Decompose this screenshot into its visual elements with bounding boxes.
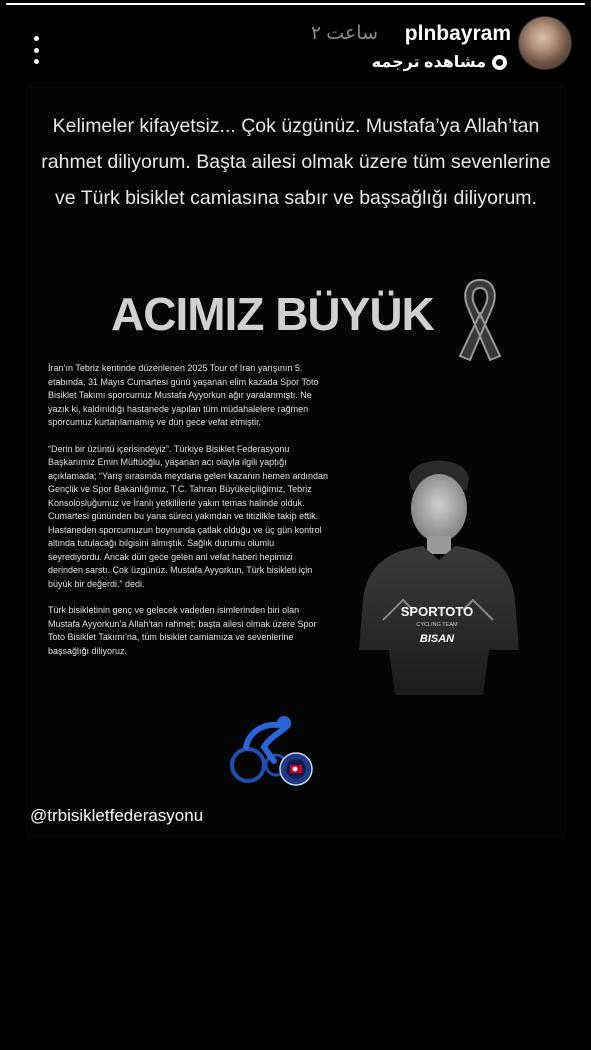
condolence-line: Kelimeler kifayetsiz... Çok üzgünüz. Mustafa’ya Allah’tan [52,115,540,137]
avatar[interactable] [518,16,572,70]
translation-label: مشاهده ترجمه [371,54,486,71]
jersey-brand: SPORTOTO [400,604,474,619]
jersey-subtitle: CYCLING TEAM [416,622,458,628]
story-image [26,82,566,839]
story-progress-fill [6,3,585,5]
mention-link[interactable]: @trbisikletfederasyonu [30,806,204,825]
jersey-sponsor: BISAN [419,633,455,645]
condolence-line: rahmet diliyorum. Başta ailesi olmak üzere tüm sevenlerine [41,151,551,173]
athlete-photo [353,450,523,695]
story-header [0,10,591,70]
username[interactable]: plnbayram [404,22,511,45]
federation-emblem-icon [280,753,312,785]
post-time: ۲ ساعت [310,23,378,44]
translate-icon [492,55,507,70]
mourning-ribbon-icon [450,274,510,364]
condolence-text [26,108,566,216]
condolence-line: ve Türk bisiklet camiasına sabır ve başsağlığı diliyorum. [55,187,537,209]
more-options-icon[interactable] [28,36,44,64]
see-translation-button[interactable] [372,52,507,72]
federation-logos [226,707,321,787]
article-paragraph: İran’ın Tebriz kentinde düzenlenen 2025 Tour of Iran yarışının 5. etabında, 31 Mayıs Cumartesi günü yaşanan elim kazada Spor Toto Bisiklet Takımı sporcumuz Mustafa Ayyorkun ağır yaralanmıştı. Ne yazık ki, kaldırıldığı hastanede yapılan tüm müdahalelere rağmen sporcumuz kurtarılamamış ve dün gece vefat etmiştir. [48,363,319,427]
headline: ACIMIZ BÜYÜK [111,288,434,340]
article-text [48,362,328,671]
article-paragraph: “Derin bir üzüntü içerisindeyiz”. Türkiye Bisiklet Federasyonu Başkanımız Emin Müftüoğlu, yaşanan acı olayla ilgili yaptığı açıklamada; “Yarış sırasında meydana gelen kazanın hemen ardından Gençlik ve Spor Bakanlığımız, T.C. Tahran Büyükelçiliğimiz, Tebriz Konsolosluğumuz ve İranlı yetkililerle yakın temas halinde olduk. Cumartesi gününden bu yana süreci yakından ve titizlikle takip ettik. Hastaneden sporcumuzun boynunda çatlak olduğu ve üç gün kontrol altında tutulacağı bilgisini almıştık. Sağlık durumu olumlu seyrediyordu. Ancak dün gece gelen ani vefat haberi hepimizi derinden sarstı. Çok üzgünüz. Mustafa Ayyorkun, Türk bisikleti için büyük bir değerdi.” dedi. [48,443,328,589]
article-paragraph: Türk bisikletinin genç ve gelecek vadeden isimlerinden biri olan Mustafa Ayyorkun’a Allah’tan rahmet; başta ailesi olmak üzere Spor Toto Bisiklet Takımı’na, tüm bisiklet camiamıza ve sevenlerine başsağlığı diliyoruz. [48,605,317,656]
story-progress-bar [6,3,585,5]
